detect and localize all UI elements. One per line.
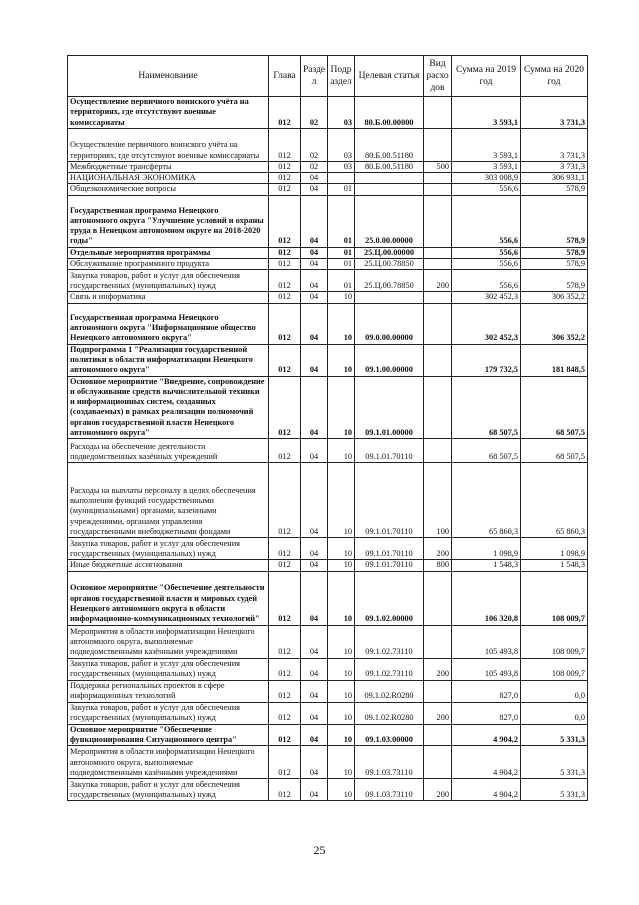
cell-sum-2019: 105 493,8 — [452, 625, 521, 658]
cell-subsection: 10 — [328, 680, 355, 702]
table-row — [68, 184, 588, 195]
table-row — [68, 625, 588, 658]
cell-chapter: 012 — [269, 538, 301, 560]
cell-chapter: 012 — [269, 303, 301, 344]
cell-chapter: 012 — [269, 658, 301, 680]
cell-section: 04 — [301, 625, 328, 658]
cell-section: 04 — [301, 560, 328, 571]
cell-subsection: 10 — [328, 463, 355, 538]
cell-sum-2019: 827,0 — [452, 680, 521, 702]
cell-section: 04 — [301, 292, 328, 303]
cell-sum-2019: 556,6 — [452, 195, 521, 247]
cell-expense-kind — [424, 259, 452, 270]
cell-section: 02 — [301, 128, 328, 161]
table-row — [68, 97, 588, 129]
cell-sum-2020: 0,0 — [521, 702, 588, 724]
cell-sum-2020: 306 931,1 — [521, 173, 588, 184]
header-chapter: Глава — [269, 56, 301, 97]
cell-chapter: 012 — [269, 702, 301, 724]
cell-expense-kind — [424, 184, 452, 195]
cell-sum-2019: 4 904,2 — [452, 724, 521, 746]
cell-name: Осуществление первичного воинского учёта на территориях, где отсутствуют военные комиссариаты — [68, 97, 269, 129]
cell-sum-2019: 4 904,2 — [452, 779, 521, 801]
cell-target-article: 09.0.00.00000 — [355, 303, 424, 344]
cell-sum-2020: 181 848,5 — [521, 344, 588, 376]
cell-sum-2020: 0,0 — [521, 680, 588, 702]
cell-chapter: 012 — [269, 571, 301, 625]
table-row — [68, 173, 588, 184]
cell-chapter: 012 — [269, 247, 301, 258]
cell-target-article: 09.1.02.73110 — [355, 625, 424, 658]
header-target-article: Целевая статья — [355, 56, 424, 97]
cell-section: 04 — [301, 439, 328, 463]
cell-subsection: 01 — [328, 259, 355, 270]
cell-target-article: 09.1.01.70110 — [355, 538, 424, 560]
cell-chapter: 012 — [269, 724, 301, 746]
cell-chapter: 012 — [269, 463, 301, 538]
cell-name: Поддержка региональных проектов в сфере информационных технологий — [68, 680, 269, 702]
cell-section: 04 — [301, 658, 328, 680]
cell-section: 04 — [301, 571, 328, 625]
cell-chapter: 012 — [269, 560, 301, 571]
cell-subsection — [328, 173, 355, 184]
cell-chapter: 012 — [269, 270, 301, 292]
cell-target-article: 09.1.00.00000 — [355, 344, 424, 376]
cell-sum-2020: 68 507,5 — [521, 376, 588, 439]
cell-chapter: 012 — [269, 625, 301, 658]
cell-subsection: 01 — [328, 195, 355, 247]
cell-target-article: 09.1.03.00000 — [355, 724, 424, 746]
cell-sum-2019: 3 593,1 — [452, 128, 521, 161]
cell-target-article: 09.1.01.70110 — [355, 463, 424, 538]
cell-sum-2020: 68 507,5 — [521, 439, 588, 463]
cell-target-article: 09.1.01.70110 — [355, 439, 424, 463]
cell-expense-kind — [424, 247, 452, 258]
cell-expense-kind: 200 — [424, 658, 452, 680]
header-row — [68, 56, 588, 97]
cell-sum-2020: 5 331,3 — [521, 779, 588, 801]
cell-subsection: 01 — [328, 270, 355, 292]
table-row — [68, 128, 588, 161]
cell-expense-kind: 200 — [424, 702, 452, 724]
cell-sum-2019: 1 098,9 — [452, 538, 521, 560]
cell-target-article: 09.1.01.00000 — [355, 376, 424, 439]
cell-chapter: 012 — [269, 680, 301, 702]
header-name: Наименование — [68, 56, 269, 97]
cell-name: Мероприятия в области информатизации Ненецкого автономного округа, выполняемые подведомственными казёнными учреждениями — [68, 746, 269, 779]
cell-expense-kind — [424, 128, 452, 161]
cell-expense-kind: 200 — [424, 270, 452, 292]
cell-section: 04 — [301, 184, 328, 195]
cell-sum-2020: 1 098,9 — [521, 538, 588, 560]
cell-sum-2020: 306 352,2 — [521, 292, 588, 303]
cell-sum-2019: 1 548,3 — [452, 560, 521, 571]
cell-name: Осуществление первичного воинского учёта на территориях, где отсутствуют военные комиссариаты — [68, 128, 269, 161]
cell-expense-kind — [424, 303, 452, 344]
cell-name: Межбюджетные трансферты — [68, 161, 269, 172]
cell-subsection: 03 — [328, 128, 355, 161]
cell-expense-kind — [424, 344, 452, 376]
cell-subsection: 10 — [328, 746, 355, 779]
table-row — [68, 344, 588, 376]
cell-sum-2019: 302 452,3 — [452, 303, 521, 344]
cell-sum-2019: 556,6 — [452, 184, 521, 195]
cell-section: 04 — [301, 702, 328, 724]
cell-sum-2020: 108 009,7 — [521, 658, 588, 680]
cell-chapter: 012 — [269, 161, 301, 172]
header-expense-kind: Вид расхо дов — [424, 56, 452, 97]
budget-table — [67, 55, 588, 801]
cell-sum-2019: 556,6 — [452, 270, 521, 292]
table-row — [68, 247, 588, 258]
cell-name: Закупка товаров, работ и услуг для обеспечения государственных (муниципальных) нужд — [68, 779, 269, 801]
cell-target-article — [355, 292, 424, 303]
cell-subsection: 01 — [328, 184, 355, 195]
table-row — [68, 303, 588, 344]
cell-target-article: 09.1.03.73110 — [355, 779, 424, 801]
cell-sum-2020: 5 331,3 — [521, 724, 588, 746]
table-row — [68, 538, 588, 560]
cell-target-article: 09.1.01.70110 — [355, 560, 424, 571]
cell-chapter: 012 — [269, 746, 301, 779]
cell-chapter: 012 — [269, 184, 301, 195]
table-row — [68, 439, 588, 463]
cell-expense-kind: 500 — [424, 161, 452, 172]
cell-sum-2020: 108 009,7 — [521, 625, 588, 658]
cell-section: 04 — [301, 779, 328, 801]
cell-sum-2020: 5 331,3 — [521, 746, 588, 779]
table-row — [68, 702, 588, 724]
cell-target-article: 09.1.02.R0280 — [355, 680, 424, 702]
cell-section: 04 — [301, 538, 328, 560]
cell-target-article: 09.1.02.73110 — [355, 658, 424, 680]
cell-sum-2020: 108 009,7 — [521, 571, 588, 625]
header-sum-2020: Сумма на 2020 год — [521, 56, 588, 97]
table-row — [68, 746, 588, 779]
cell-section: 02 — [301, 97, 328, 129]
cell-chapter: 012 — [269, 779, 301, 801]
cell-target-article: 09.1.03.73110 — [355, 746, 424, 779]
cell-sum-2020: 65 860,3 — [521, 463, 588, 538]
cell-expense-kind — [424, 571, 452, 625]
cell-name: Расходы на выплаты персоналу в целях обеспечения выполнения функций государственными (муниципальными) органами, казенными учреждениями, органами управления государственными внебюджетными фондами — [68, 463, 269, 538]
cell-name: Закупка товаров, работ и услуг для обеспечения государственных (муниципальных) нужд — [68, 270, 269, 292]
cell-chapter: 012 — [269, 344, 301, 376]
cell-subsection: 01 — [328, 247, 355, 258]
cell-expense-kind — [424, 292, 452, 303]
cell-expense-kind — [424, 173, 452, 184]
cell-target-article: 80.Б.00.51180 — [355, 128, 424, 161]
cell-name: Общеэкономические вопросы — [68, 184, 269, 195]
cell-sum-2019: 302 452,3 — [452, 292, 521, 303]
cell-chapter: 012 — [269, 259, 301, 270]
cell-subsection: 10 — [328, 779, 355, 801]
cell-subsection: 10 — [328, 724, 355, 746]
cell-section: 04 — [301, 463, 328, 538]
cell-sum-2019: 106 320,8 — [452, 571, 521, 625]
cell-expense-kind: 100 — [424, 463, 452, 538]
cell-target-article — [355, 173, 424, 184]
cell-subsection: 10 — [328, 376, 355, 439]
table-row — [68, 270, 588, 292]
cell-subsection: 10 — [328, 303, 355, 344]
table-row — [68, 259, 588, 270]
cell-target-article: 09.1.02.00000 — [355, 571, 424, 625]
cell-sum-2019: 556,6 — [452, 259, 521, 270]
cell-sum-2020: 3 731,3 — [521, 128, 588, 161]
cell-section: 04 — [301, 270, 328, 292]
cell-subsection: 10 — [328, 571, 355, 625]
table-row — [68, 571, 588, 625]
cell-name: Закупка товаров, работ и услуг для обеспечения государственных (муниципальных) нужд — [68, 702, 269, 724]
cell-chapter: 012 — [269, 376, 301, 439]
cell-sum-2019: 3 593,1 — [452, 161, 521, 172]
cell-sum-2019: 303 008,9 — [452, 173, 521, 184]
cell-name: Закупка товаров, работ и услуг для обеспечения государственных (муниципальных) нужд — [68, 658, 269, 680]
cell-sum-2019: 105 493,8 — [452, 658, 521, 680]
cell-section: 02 — [301, 161, 328, 172]
cell-subsection: 10 — [328, 625, 355, 658]
cell-name: НАЦИОНАЛЬНАЯ ЭКОНОМИКА — [68, 173, 269, 184]
cell-name: Государственная программа Ненецкого автономного округа "Информационное общество Ненецкого автономного округа" — [68, 303, 269, 344]
cell-subsection: 03 — [328, 161, 355, 172]
cell-target-article: 25.0.00.00000 — [355, 195, 424, 247]
table-row — [68, 680, 588, 702]
cell-sum-2020: 3 731,3 — [521, 161, 588, 172]
table-row — [68, 376, 588, 439]
cell-name: Расходы на обеспечение деятельности подведомственных казённых учреждений — [68, 439, 269, 463]
cell-name: Основное мероприятие "Обеспечение функционирования Ситуационного центра" — [68, 724, 269, 746]
cell-name: Связь и информатика — [68, 292, 269, 303]
cell-target-article: 80.Б.00.00000 — [355, 97, 424, 129]
cell-section: 04 — [301, 247, 328, 258]
cell-sum-2020: 306 352,2 — [521, 303, 588, 344]
cell-sum-2020: 578,9 — [521, 247, 588, 258]
cell-chapter: 012 — [269, 292, 301, 303]
cell-subsection: 10 — [328, 538, 355, 560]
cell-expense-kind — [424, 376, 452, 439]
cell-expense-kind — [424, 724, 452, 746]
cell-section: 04 — [301, 724, 328, 746]
cell-section: 04 — [301, 680, 328, 702]
cell-section: 04 — [301, 376, 328, 439]
cell-chapter: 012 — [269, 195, 301, 247]
cell-chapter: 012 — [269, 439, 301, 463]
cell-sum-2020: 3 731,3 — [521, 97, 588, 129]
cell-subsection: 10 — [328, 702, 355, 724]
table-row — [68, 195, 588, 247]
cell-section: 04 — [301, 746, 328, 779]
cell-target-article: 25.Ц.00.00000 — [355, 247, 424, 258]
cell-section: 04 — [301, 195, 328, 247]
cell-subsection: 10 — [328, 560, 355, 571]
table-row — [68, 463, 588, 538]
cell-sum-2019: 68 507,5 — [452, 376, 521, 439]
cell-target-article: 25.Ц.00.78850 — [355, 270, 424, 292]
header-section: Разде л — [301, 56, 328, 97]
cell-name: Обслуживание программного продукта — [68, 259, 269, 270]
table-row — [68, 658, 588, 680]
cell-name: Основное мероприятие "Обеспечение деятельности органов государственной власти и мировых судей Ненецкого автономного округа в области информационно-коммуникационных технологий" — [68, 571, 269, 625]
cell-expense-kind: 800 — [424, 560, 452, 571]
cell-subsection: 10 — [328, 344, 355, 376]
table-row — [68, 779, 588, 801]
cell-name: Подпрограмма 1 "Реализация государственной политики в области информатизации Ненецкого автономного округа" — [68, 344, 269, 376]
cell-sum-2019: 4 904,2 — [452, 746, 521, 779]
cell-sum-2019: 68 507,5 — [452, 439, 521, 463]
cell-expense-kind — [424, 680, 452, 702]
page-number: 25 — [313, 843, 326, 857]
cell-section: 04 — [301, 344, 328, 376]
cell-section: 04 — [301, 303, 328, 344]
table-body — [68, 97, 588, 801]
header-sum-2019: Сумма на 2019 год — [452, 56, 521, 97]
cell-sum-2019: 179 732,5 — [452, 344, 521, 376]
cell-sum-2019: 556,6 — [452, 247, 521, 258]
cell-name: Закупка товаров, работ и услуг для обеспечения государственных (муниципальных) нужд — [68, 538, 269, 560]
cell-expense-kind — [424, 97, 452, 129]
cell-subsection: 10 — [328, 439, 355, 463]
cell-expense-kind — [424, 195, 452, 247]
cell-name: Государственная программа Ненецкого автономного округа "Улучшение условий и охраны труда в Ненецком автономном округе на 2018-2020 годы" — [68, 195, 269, 247]
cell-name: Основное мероприятие "Внедрение, сопровождение и обслуживание средств вычислительной техники и информационных систем, созданных (создаваемых) в рамках реализации полномочий органов государственной власти Ненецкого автономного округа" — [68, 376, 269, 439]
header-subsection: Подр аздел — [328, 56, 355, 97]
table-row — [68, 161, 588, 172]
cell-section: 04 — [301, 259, 328, 270]
cell-target-article: 80.Б.00.51180 — [355, 161, 424, 172]
cell-expense-kind: 200 — [424, 779, 452, 801]
cell-sum-2019: 3 593,1 — [452, 97, 521, 129]
cell-sum-2020: 578,9 — [521, 270, 588, 292]
table-row — [68, 292, 588, 303]
cell-chapter: 012 — [269, 173, 301, 184]
table-row — [68, 724, 588, 746]
cell-name: Отдельные мероприятия программы — [68, 247, 269, 258]
cell-section: 04 — [301, 173, 328, 184]
cell-sum-2019: 827,0 — [452, 702, 521, 724]
cell-subsection: 10 — [328, 292, 355, 303]
cell-target-article: 09.1.02.R0280 — [355, 702, 424, 724]
cell-name: Иные бюджетные ассигнования — [68, 560, 269, 571]
cell-expense-kind — [424, 439, 452, 463]
cell-target-article: 25.Ц.00.78850 — [355, 259, 424, 270]
cell-target-article — [355, 184, 424, 195]
cell-name: Мероприятия в области информатизации Ненецкого автономного округа, выполняемые подведомственными казёнными учреждениями — [68, 625, 269, 658]
cell-expense-kind — [424, 746, 452, 779]
cell-chapter: 012 — [269, 128, 301, 161]
cell-sum-2020: 578,9 — [521, 184, 588, 195]
cell-sum-2020: 1 548,3 — [521, 560, 588, 571]
cell-sum-2019: 65 860,3 — [452, 463, 521, 538]
cell-expense-kind — [424, 625, 452, 658]
cell-subsection: 10 — [328, 658, 355, 680]
table-row — [68, 560, 588, 571]
cell-expense-kind: 200 — [424, 538, 452, 560]
cell-chapter: 012 — [269, 97, 301, 129]
cell-sum-2020: 578,9 — [521, 259, 588, 270]
cell-subsection: 03 — [328, 97, 355, 129]
cell-sum-2020: 578,9 — [521, 195, 588, 247]
